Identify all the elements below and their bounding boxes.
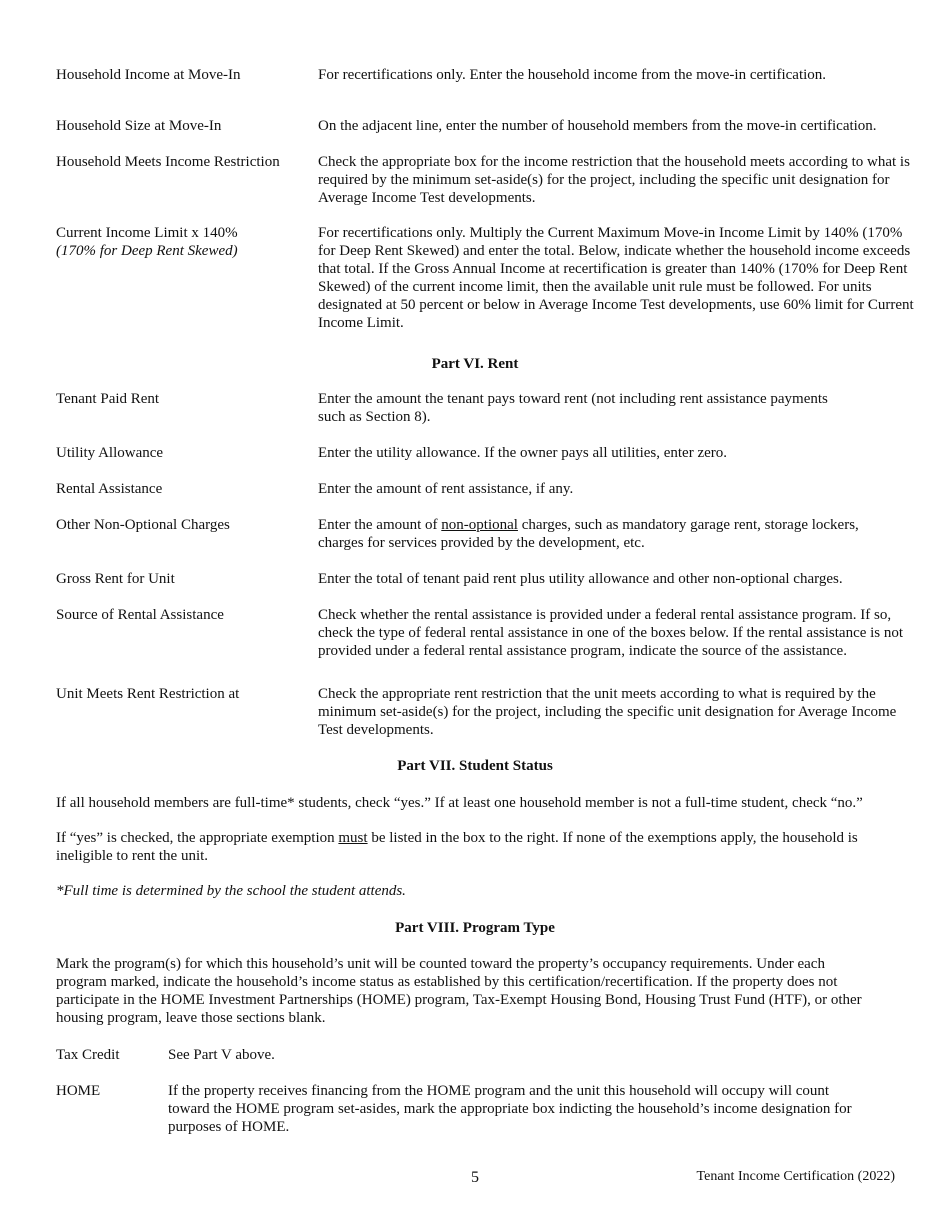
underlined-term: non-optional xyxy=(441,517,518,533)
full-time-note: *Full time is determined by the school the student attends. xyxy=(56,883,406,899)
term-label: Gross Rent for Unit xyxy=(56,571,175,587)
term-description: Enter the utility allowance. If the owner pays all utilities, enter zero. xyxy=(318,445,728,461)
program-type-intro: Mark the program(s) for which this household’s unit will be counted toward the property’s occupancy requirements. Under each program marked, indicate the household’s income status as established by this certification/recertification. If the property does not participate in the HOME Investment Partnerships (HOME) program, Tax-Exempt Housing Bond, Housing Trust Fund (HTF), or other housing program, leave those sections blank. xyxy=(56,956,862,1026)
term-label: Rental Assistance xyxy=(56,481,163,497)
row-current-income-limit xyxy=(56,224,918,332)
row-utility-allowance xyxy=(56,444,918,462)
program-tax-credit xyxy=(56,1046,918,1064)
document-title-footer: Tenant Income Certification (2022) xyxy=(696,1169,895,1184)
term-label: Household Income at Move-In xyxy=(56,67,241,83)
row-rental-assistance xyxy=(56,480,918,498)
term-description: Enter the total of tenant paid rent plus utility allowance and other non-optional charges. xyxy=(318,571,843,587)
program-label: HOME xyxy=(56,1083,101,1099)
term-label: Household Meets Income Restriction xyxy=(56,154,280,170)
part8-heading: Part VIII. Program Type xyxy=(395,920,555,936)
term-description: For recertifications only. Enter the household income from the move-in certification. xyxy=(318,67,827,83)
underlined-must: must xyxy=(338,830,368,846)
term-label: Other Non-Optional Charges xyxy=(56,517,230,533)
row-source-rental-assistance xyxy=(56,606,918,660)
term-description: Check the appropriate box for the income restriction that the household meets according to what is required by the minimum set-aside(s) for the project, including the specific unit designation for Average Income Test developments. xyxy=(318,154,910,206)
term-label: Current Income Limit x 140% xyxy=(56,225,238,241)
term-label: Source of Rental Assistance xyxy=(56,607,224,623)
part6-heading: Part VI. Rent xyxy=(431,356,519,372)
term-description: Enter the amount the tenant pays toward rent (not including rent assistance payments such as Section 8). xyxy=(318,391,828,425)
part7-heading: Part VII. Student Status xyxy=(397,758,553,774)
term-description: Check whether the rental assistance is provided under a federal rental assistance program. If so, check the type of federal rental assistance in one of the boxes below. If the rental assistance is not provided under a federal rental assistance program, indicate the source of the assistance. xyxy=(318,607,904,659)
term-description: Enter the amount of non-optional charges, such as mandatory garage rent, storage lockers, charges for services provided by the development, etc. xyxy=(318,517,859,551)
term-label: Utility Allowance xyxy=(56,445,164,461)
student-status-paragraph: If all household members are full-time* students, check “yes.” If at least one household member is not a full-time student, check “no.” xyxy=(56,795,863,811)
row-non-optional-charges xyxy=(56,516,918,552)
page-number: 5 xyxy=(471,1169,479,1186)
program-description: See Part V above. xyxy=(168,1047,275,1063)
term-label: Household Size at Move-In xyxy=(56,118,222,134)
row-income-restriction xyxy=(56,153,918,207)
program-home xyxy=(56,1082,918,1136)
program-description: If the property receives financing from the HOME program and the unit this household will occupy will count toward the HOME program set-asides, mark the appropriate box indicting the household’s income designation for purposes of HOME. xyxy=(168,1083,852,1135)
row-household-income-move-in xyxy=(56,66,918,84)
row-rent-restriction xyxy=(56,685,918,739)
term-description: Enter the amount of rent assistance, if any. xyxy=(318,481,574,497)
term-note: (170% for Deep Rent Skewed) xyxy=(56,243,238,259)
row-tenant-paid-rent xyxy=(56,390,918,426)
term-label: Unit Meets Rent Restriction at xyxy=(56,686,240,702)
term-description: On the adjacent line, enter the number of household members from the move-in certification. xyxy=(318,118,877,134)
term-description: Check the appropriate rent restriction that the unit meets according to what is required by the minimum set-aside(s) for the project, including the specific unit designation for Average Income Test developments. xyxy=(318,686,897,738)
term-description: For recertifications only. Multiply the Current Maximum Move-in Income Limit by 140% (170% for Deep Rent Skewed) and enter the total. Below, indicate whether the household income exceeds that total. If the Gross Annual Income at recertification is greater than 140% (170% for Deep Rent Skewed) of the current income limit, then the available unit rule must be followed. For units designated at 50 percent or below in Average Income Test developments, use 60% limit for Current Income Limit. xyxy=(318,225,914,331)
row-household-size-move-in xyxy=(56,117,918,135)
row-gross-rent xyxy=(56,570,918,588)
program-label: Tax Credit xyxy=(56,1047,120,1063)
term-label: Tenant Paid Rent xyxy=(56,391,160,407)
exemption-paragraph: If “yes” is checked, the appropriate exemption must be listed in the box to the right. If none of the exemptions apply, the household is ineligible to rent the unit. xyxy=(56,830,858,864)
